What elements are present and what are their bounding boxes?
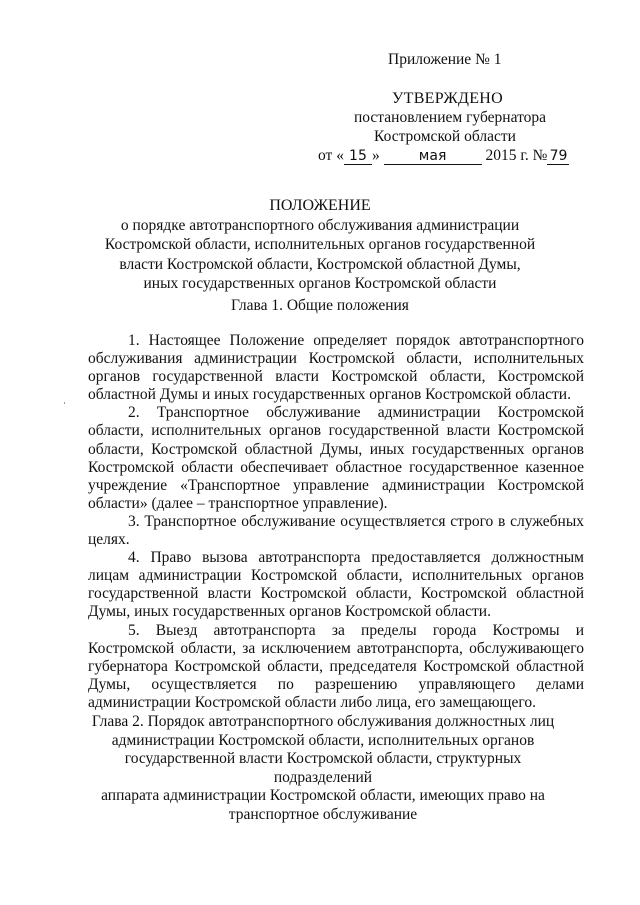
decree-number: 79: [547, 148, 569, 165]
chapter-2-line-1: Глава 2. Порядок автотранспортного обслуживания должностных лиц: [91, 713, 555, 730]
chapter-2-line-4: аппарата администрации Костромской области, имеющих право на: [101, 787, 545, 805]
paragraph-2: 2. Транспортное обслуживание администрации Костромской области, исполнительных органов государственной власти Костромской области, Костромской областной Думы, иных государственных органов Костромской области обеспечивает областное государственное казенное учреждение «Транспортное управление администрации Костромской области» (далее – транспортное управление).: [88, 404, 584, 512]
approval-date-line: [318, 146, 568, 165]
approval-block: [318, 50, 568, 165]
title-line-4: иных государственных органов Костромской области: [143, 275, 497, 292]
date-mid: »: [371, 147, 380, 164]
paragraph-1: 1. Настоящее Положение определяет порядок автотранспортного обслуживания администрации Костромской области, исполнительных органов государственной власти Костромской области, Костромской областной Думы и иных государственных органов Костромской области.: [88, 332, 584, 404]
title-line-3: власти Костромской области, Костромской областной Думы,: [119, 255, 521, 273]
chapter-2-line-2: администрации Костромской области, исполнительных органов: [111, 731, 535, 749]
chapter-2-line-3: государственной власти Костромской области, структурных подразделений: [124, 750, 522, 786]
date-year: 2015 г. №: [485, 147, 548, 164]
date-day: 15: [344, 148, 372, 165]
approval-line-1: постановлением губернатора: [354, 109, 547, 126]
scan-speck: [64, 402, 65, 404]
date-month: мая: [384, 148, 482, 165]
chapter-1-heading: Глава 1. Общие положения: [231, 297, 409, 314]
paragraph-3: 3. Транспортное обслуживание осуществляется строго в служебных целях.: [88, 512, 584, 549]
chapter-2-heading: [78, 713, 568, 825]
title-line-2: Костромской области, исполнительных органов государственной: [104, 236, 536, 253]
date-prefix: от «: [318, 147, 344, 164]
approved-stamp-text: УТВЕРЖДЕНО: [392, 90, 504, 107]
document-title: ПОЛОЖЕНИЕ: [269, 197, 371, 214]
approval-line-2: Костромской области: [374, 128, 516, 145]
paragraph-4: 4. Право вызова автотранспорта предоставляется должностным лицам администрации Костромской области, исполнительных органов государственной власти Костромской области, Костромской областной Думы, иных государственных органов Костромской области.: [88, 549, 584, 621]
chapter-1-body: [88, 332, 584, 712]
chapter-2-line-5: транспортное обслуживание: [228, 805, 418, 823]
appendix-number: Приложение № 1: [388, 51, 502, 68]
title-line-1: о порядке автотранспортного обслуживания администрации: [120, 216, 520, 234]
paragraph-5: 5. Выезд автотранспорта за пределы города Костромы и Костромской области, за исключением автотранспорта, обслуживающего губернатора Костромской области, председателя Костромской областной Думы, осуществляется по разрешению управляющего делами администрации Костромской области либо лица, его замещающего.: [88, 621, 584, 711]
document-title-block: [80, 196, 560, 294]
